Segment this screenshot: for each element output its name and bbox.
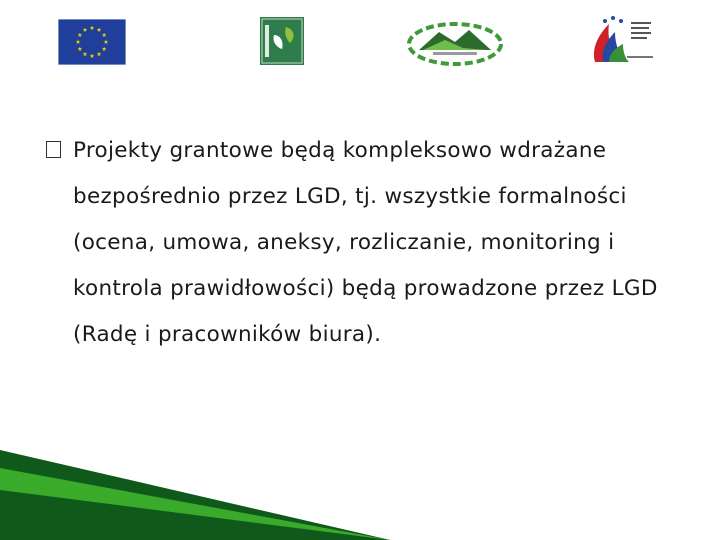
bullet-text: Projekty grantowe będą kompleksowo wdrażane bezpośrednio przez LGD, tj. wszystkie formalności (ocena, umowa, aneksy, rozliczanie, monitoring i kontrola prawidłowości) będą prowadzone przez LGD (Radę i pracowników biura).: [73, 138, 658, 347]
bullet-marker-icon: [46, 141, 61, 158]
corner-decoration: [0, 450, 390, 540]
leader-logo: [260, 17, 304, 65]
prow-logo: [585, 12, 655, 67]
lgd-logo: [405, 18, 505, 66]
eu-flag-logo: [58, 19, 126, 65]
bullet-list: [46, 128, 696, 358]
bullet-item: [46, 128, 696, 358]
